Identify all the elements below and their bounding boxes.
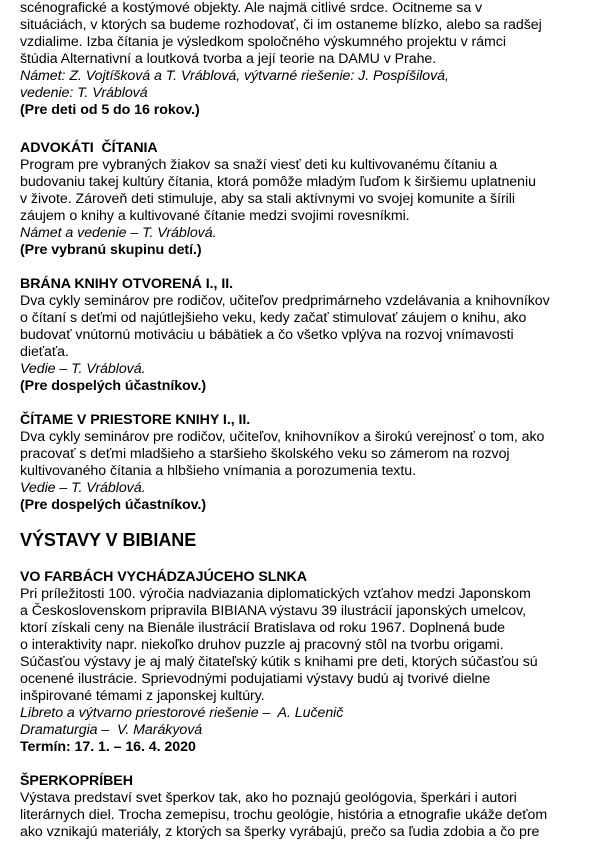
intro-line: štúdia Alternativní a loutková tvorba a její teorie na DAMU v Prahe.	[20, 51, 437, 67]
farby-line: ktorí získali ceny na Bienále ilustrácií Bratislava od roku 1967. Doplnená bude	[20, 620, 506, 636]
section-heading-sperko: ŠPERKOPRÍBEH	[20, 773, 133, 789]
brana-line: Dva cykly seminárov pre rodičov, učiteľov predprimárneho vzdelávania a knihovníkov	[20, 293, 550, 309]
farby-line: Pri príležitosti 100. výročia nadviazania diplomatických vzťahov medzi Japonskom	[20, 586, 531, 602]
intro-credits: vedenie: T. Vráblová	[20, 85, 148, 101]
brana-credits: Vedie – T. Vráblová.	[20, 361, 146, 377]
advokati-audience: (Pre vybranú skupinu detí.)	[20, 242, 202, 258]
brana-line: budovať vnútornú motiváciu u bábätiek a čo všetko vplýva na rozvoj vnímavosti	[20, 327, 514, 343]
intro-line: situáciách, v ktorých sa budeme rozhodovať, či im ostaneme blízko, alebo sa radšej	[20, 17, 542, 33]
citame-line: pracovať s deťmi mladšieho a staršieho školského veku so zámerom na rozvoj	[20, 446, 510, 462]
section-heading-brana: BRÁNA KNIHY OTVORENÁ I., II.	[20, 276, 234, 292]
intro-line: vzdialime. Izba čítania je výsledkom spoločného výskumného projektu v rámci	[20, 34, 506, 50]
section-heading-citame: ČÍTAME V PRIESTORE KNIHY I., II.	[20, 412, 251, 428]
intro-line: scénografické a kostýmové objekty. Ale najmä citlivé srdce. Ocitneme sa v	[20, 0, 483, 16]
advokati-line: záujem o knihy a kultivované čítanie medzi svojimi rovesníkmi.	[20, 208, 410, 224]
section-heading-farby: VO FARBÁCH VYCHÁDZAJÚCEHO SLNKA	[20, 569, 307, 585]
sperko-line: Výstava predstaví svet šperkov tak, ako ho poznajú geológovia, šperkári i autori	[20, 790, 517, 806]
farby-line: ocenené ilustrácie. Sprievodnými podujatiami výstavy budú aj tvorivé dielne	[20, 671, 491, 687]
sperko-line: literárnych diel. Trocha zemepisu, trochu geológie, história a etnografie ukáže deťom	[20, 807, 548, 823]
brana-line: o čítaní s deťmi od najútlejšieho veku, kedy začať stimulovať záujem o knihu, ako	[20, 310, 527, 326]
advokati-line: budovaniu takej kultúry čítania, ktorá pomôže mladým ľuďom k širšiemu uplatneniu	[20, 174, 536, 190]
citame-audience: (Pre dospelých účastníkov.)	[20, 497, 207, 513]
farby-line: o interaktivity napr. niekoľko druhov puzzle aj pracovný stôl na tvorbu origami.	[20, 637, 504, 653]
farby-line: inšpirované témami z japonskej kultúry.	[20, 688, 265, 704]
advokati-line: Program pre vybraných žiakov sa snaží viesť deti ku kultivovanému čítaniu a	[20, 157, 498, 173]
brana-line: dieťaťa.	[20, 344, 69, 360]
citame-line: Dva cykly seminárov pre rodičov, učiteľov, knihovníkov a širokú verejnosť o tom, ako	[20, 429, 545, 445]
sperko-line: ako vznikajú materiály, z ktorých sa šperky vyrábajú, prečo sa ľudia zdobia a čo pre	[20, 824, 540, 840]
citame-credits: Vedie – T. Vráblová.	[20, 480, 146, 496]
advokati-line: v živote. Zároveň deti stimuluje, aby sa stali aktívnymi vo svojej komunite a šírili	[20, 191, 515, 207]
chapter-title: VÝSTAVY V BIBIANE	[20, 530, 197, 550]
farby-term: Termín: 17. 1. – 16. 4. 2020	[20, 739, 196, 755]
intro-audience: (Pre deti od 5 do 16 rokov.)	[20, 102, 200, 118]
citame-line: kultivovaného čítania a hlbšieho vnímania a porozumenia textu.	[20, 463, 416, 479]
farby-credits: Dramaturgia – V. Marákyová	[20, 722, 203, 738]
farby-line: Súčasťou výstavy je aj malý čitateľský kútik s knihami pre deti, ktorých súčasťou sú	[20, 654, 538, 670]
farby-credits: Libreto a výtvarno priestorové riešenie – A. Lučenič	[20, 705, 344, 721]
section-heading-advokati: ADVOKÁTI ČÍTANIA	[20, 140, 158, 156]
brana-audience: (Pre dospelých účastníkov.)	[20, 378, 207, 394]
advokati-credits: Námet a vedenie – T. Vráblová.	[20, 225, 217, 241]
intro-credits: Námet: Z. Vojtíšková a T. Vráblová, výtvarné riešenie: J. Pospíšilová,	[20, 68, 449, 84]
farby-line: a Československom pripravila BIBIANA výstavu 39 ilustrácií japonských umelcov,	[20, 603, 527, 619]
